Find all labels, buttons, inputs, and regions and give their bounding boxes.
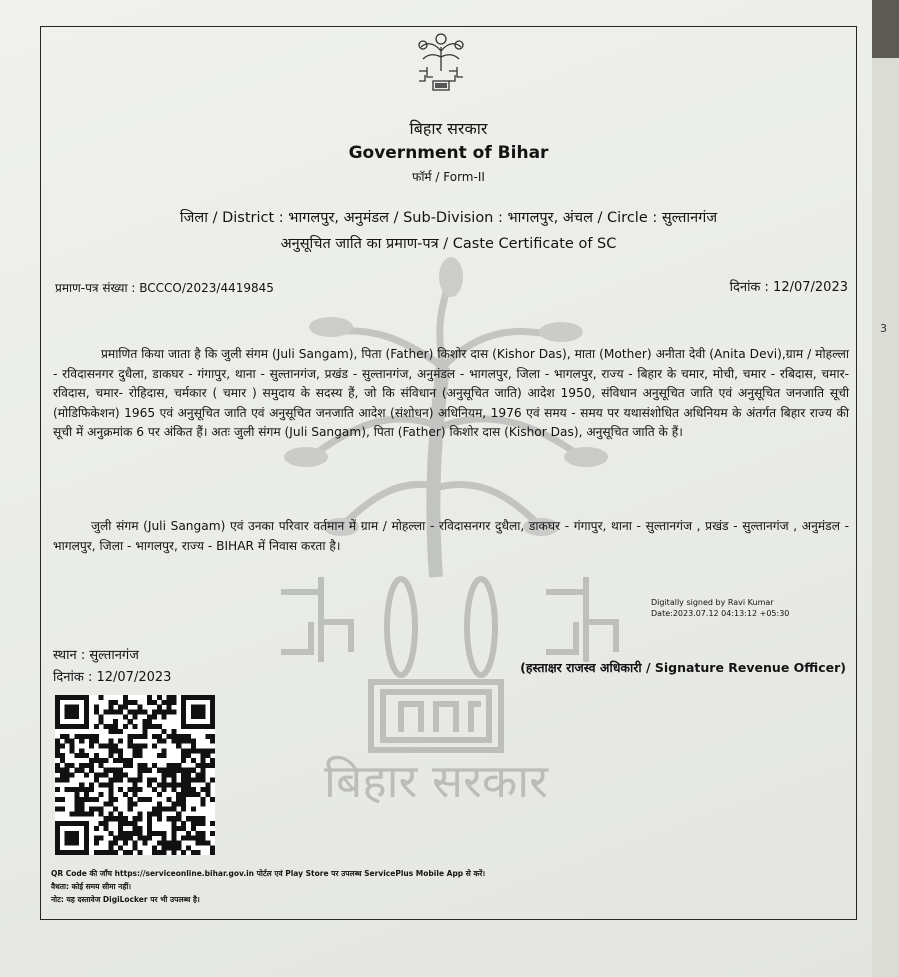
bihar-state-emblem [413, 29, 469, 93]
place-label: स्थान : सुल्तानगंज [53, 648, 139, 663]
validity-note: वैधता: कोई समय सीमा नहीं। [51, 882, 132, 891]
qr-code-icon [55, 695, 215, 855]
digital-signature-line-2: Date:2023.07.12 04:13:12 +05:30 [651, 609, 790, 618]
form-label: फॉर्म / Form-II [412, 170, 485, 184]
digital-signature-line-1: Digitally signed by Ravi Kumar [651, 598, 774, 607]
watermark-text: बिहार सरकार [324, 754, 548, 808]
certificate-title: अनुसूचित जाति का प्रमाण-पत्र / Caste Certificate of SC [280, 236, 617, 252]
footer-date: दिनांक : 12/07/2023 [53, 670, 172, 685]
certificate-body-paragraph-2: जुली संगम (Juli Sangam) एवं उनका परिवार वर्तमान में ग्राम / मोहल्ला - रविदासनगर दुधैला, डाकघर - गंगापुर, थाना - सुल्तानगंज , प्रखंड - सुल्तानगंज , अनुमंडल - भागलपुर, जिला - भागलपुर, राज्य - BIHAR में निवास करता है। [53, 519, 849, 553]
certificate-border [40, 26, 857, 920]
state-name-english: Government of Bihar [348, 143, 549, 163]
digilocker-note: नोट: यह दस्तावेज DigiLocker पर भी उपलब्ध है। [51, 895, 200, 904]
digital-signature-stamp [651, 597, 789, 619]
certificate-number: प्रमाण-पत्र संख्या : BCCCO/2023/4419845 [55, 281, 274, 295]
district-line: जिला / District : भागलपुर, अनुमंडल / Sub-Division : भागलपुर, अंचल / Circle : सुल्तानगंज [179, 210, 718, 226]
qr-verification-note: QR Code की जाँच https://serviceonline.bihar.gov.in पोर्टल एवं Play Store पर उपलब्ध ServicePlus Mobile App से करें। [51, 869, 486, 878]
next-page-mark: 3 [880, 322, 887, 335]
signature-label: (हस्ताक्षर राजस्व अधिकारी / Signature Revenue Officer) [520, 660, 846, 675]
state-name-hindi: बिहार सरकार [409, 119, 488, 138]
certificate-body-paragraph-1: प्रमाणित किया जाता है कि जुली संगम (Juli Sangam), पिता (Father) किशोर दास (Kishor Das), माता (Mother) अनीता देवी (Anita Devi),ग्राम / मोहल्ला - रविदासनगर दुधैला, डाकघर - गंगापुर, थाना - सुल्तानगंज, प्रखंड - सुल्तानगंज, अनुमंडल - भागलपुर, जिला - भागलपुर, राज्य - बिहार के चमार, मोची, चमार - रबिदास, चमार-रविदास, चमार- रोहिदास, चर्मकार ( चमार ) समुदाय के सदस्य हैं, जो कि संविधान (अनुसूचित जाति) आदेश 1950, संविधान अनुसूचित जाति एवं अनुसूचित जनजाति सूची (मोडिफिकेशन) 1965 एवं अनुसूचित जाति एवं अनुसूचित जनजाति आदेश (संशोधन) अधिनियम, 1976 एवं समय - समय पर यथासंशोधित अधिनियम के अंतर्गत बिहार राज्य की सूची में अनुक्रमांक 6 पर अंकित हैं। अतः जुली संगम (Juli Sangam), पिता (Father) किशोर दास (Kishor Das), अनुसूचित जाति के हैं। [53, 347, 849, 440]
issue-date: दिनांक : 12/07/2023 [729, 280, 848, 295]
